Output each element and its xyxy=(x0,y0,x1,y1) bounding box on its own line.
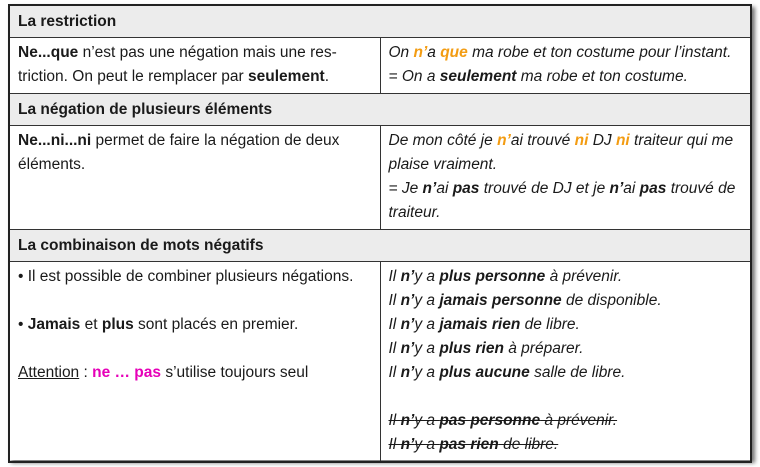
term: seulement xyxy=(248,68,325,85)
example-cell xyxy=(380,38,751,94)
explanation-cell: Ne...que n’est pas une négation mais une restriction. On peut le remplacer par seulement. xyxy=(9,38,380,94)
example-line: = Je n’ai pas trouvé de DJ et je n’ai pas trouvé de traiteur. xyxy=(388,180,736,221)
example-line: Il n’y a plus rien à préparer. xyxy=(388,340,584,357)
example-cell xyxy=(380,126,751,230)
section-heading-row xyxy=(9,5,751,38)
section-heading: La combinaison de mots négatifs xyxy=(9,230,751,262)
content-row xyxy=(9,262,751,463)
explanation-cell xyxy=(9,262,380,463)
section-heading: La négation de plusieurs éléments xyxy=(9,94,751,126)
example-line: Il n’y a plus aucune salle de libre. xyxy=(388,364,626,381)
section-heading-row xyxy=(9,94,751,126)
bullet-point: • Jamais et plus sont placés en premier. xyxy=(18,316,299,333)
content-row xyxy=(9,38,751,94)
example-line: Il n’y a plus personne à prévenir. xyxy=(388,268,623,285)
term: Ne...ni...ni xyxy=(18,132,92,149)
example-line: De mon côté je n’ai trouvé ni DJ ni traiteur qui me plaise vraiment. xyxy=(388,132,734,173)
explanation-cell: Ne...ni...ni permet de faire la négation de deux éléments. xyxy=(9,126,380,230)
bullet-point: • Il est possible de combiner plusieurs négations. xyxy=(18,268,354,285)
struck-example-line: Il n’y a pas rien de libre. xyxy=(388,436,559,453)
section-heading: La restriction xyxy=(9,5,751,38)
example-line: On n’a que ma robe et ton costume pour l’instant. xyxy=(388,44,732,61)
example-line: Il n’y a jamais rien de libre. xyxy=(388,316,580,333)
struck-example-line: Il n’y a pas personne à prévenir. xyxy=(388,412,618,429)
example-line: = On a seulement ma robe et ton costume. xyxy=(388,68,688,85)
section-heading-row xyxy=(9,230,751,262)
content-row xyxy=(9,126,751,230)
grammar-table-page xyxy=(8,4,752,460)
grammar-table xyxy=(8,4,752,463)
example-cell xyxy=(380,262,751,463)
term: Ne...que xyxy=(18,44,79,61)
attention-note: Attention : ne … pas s’utilise toujours seul xyxy=(18,364,309,381)
example-line: Il n’y a jamais personne de disponible. xyxy=(388,292,662,309)
